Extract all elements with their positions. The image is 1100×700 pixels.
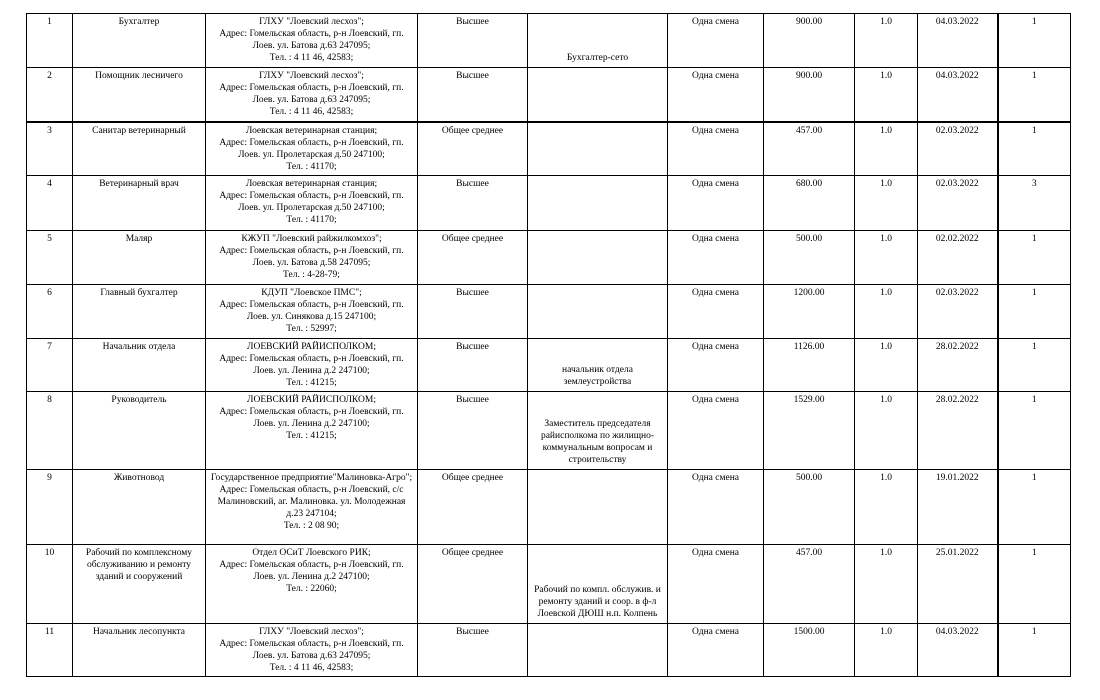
table-row (27, 285, 1071, 339)
vacancy-table (26, 13, 1071, 677)
education-cell: Высшее (418, 68, 528, 122)
rate-cell: 1.0 (855, 231, 918, 285)
position-cell: Животновод (73, 470, 206, 545)
position-cell: Начальник лесопункта (73, 624, 206, 677)
date-cell: 04.03.2022 (918, 14, 998, 68)
shift-cell: Одна смена (668, 122, 764, 176)
count-cell: 1 (998, 68, 1071, 122)
education-cell: Высшее (418, 14, 528, 68)
shift-cell: Одна смена (668, 470, 764, 545)
date-cell: 28.02.2022 (918, 392, 998, 470)
rate-cell: 1.0 (855, 285, 918, 339)
row-number-cell: 8 (27, 392, 73, 470)
employer-cell: Лоевская ветеринарная станция; Адрес: Гомельская область, р-н Лоевский, гп. Лоев. ул. Пролетарская д.50 247100; Тел. : 41170; (206, 122, 418, 176)
date-cell: 04.03.2022 (918, 68, 998, 122)
row-number-cell: 11 (27, 624, 73, 677)
table-row (27, 176, 1071, 231)
count-cell: 1 (998, 624, 1071, 677)
employer-cell: ГЛХУ "Лоевский лесхоз"; Адрес: Гомельская область, р-н Лоевский, гп. Лоев. ул. Батова д.63 247095; Тел. : 4 11 46, 42583; (206, 624, 418, 677)
rate-cell: 1.0 (855, 624, 918, 677)
salary-cell: 900.00 (764, 14, 855, 68)
shift-cell: Одна смена (668, 545, 764, 624)
employer-cell: Государственное предприятие"Малиновка-Агро"; Адрес: Гомельская область, р-н Лоевский, с/с Малиновский, аг. Малиновка. ул. Молодежная д.23 247104; Тел. : 2 08 90; (206, 470, 418, 545)
position-cell: Маляр (73, 231, 206, 285)
education-cell: Общее среднее (418, 470, 528, 545)
rate-cell: 1.0 (855, 470, 918, 545)
count-cell: 1 (998, 122, 1071, 176)
position-cell: Ветеринарный врач (73, 176, 206, 231)
position-cell: Главный бухгалтер (73, 285, 206, 339)
date-cell: 19.01.2022 (918, 470, 998, 545)
table-row (27, 68, 1071, 122)
education-cell: Общее среднее (418, 122, 528, 176)
salary-cell: 1500.00 (764, 624, 855, 677)
rate-cell: 1.0 (855, 14, 918, 68)
education-cell: Высшее (418, 392, 528, 470)
position-cell: Начальник отдела (73, 339, 206, 392)
position-cell: Санитар ветеринарный (73, 122, 206, 176)
rate-cell: 1.0 (855, 545, 918, 624)
position-cell: Рабочий по комплексному обслуживанию и ремонту зданий и сооружений (73, 545, 206, 624)
table-row (27, 339, 1071, 392)
employer-cell: Лоевская ветеринарная станция; Адрес: Гомельская область, р-н Лоевский, гп. Лоев. ул. Пролетарская д.50 247100; Тел. : 41170; (206, 176, 418, 231)
salary-cell: 457.00 (764, 122, 855, 176)
description-cell (528, 470, 668, 545)
description-cell: Рабочий по компл. обслужив. и ремонту зданий и соор. в ф-л Лоевской ДЮШ н.п. Колпень (528, 545, 668, 624)
salary-cell: 900.00 (764, 68, 855, 122)
table-row (27, 545, 1071, 624)
education-cell: Высшее (418, 285, 528, 339)
shift-cell: Одна смена (668, 339, 764, 392)
row-number-cell: 9 (27, 470, 73, 545)
shift-cell: Одна смена (668, 285, 764, 339)
education-cell: Общее среднее (418, 545, 528, 624)
description-cell: начальник отдела землеустройства (528, 339, 668, 392)
table-row (27, 231, 1071, 285)
count-cell: 1 (998, 14, 1071, 68)
row-number-cell: 10 (27, 545, 73, 624)
count-cell: 1 (998, 392, 1071, 470)
salary-cell: 457.00 (764, 545, 855, 624)
table-row (27, 470, 1071, 545)
employer-cell: ЛОЕВСКИЙ РАЙИСПОЛКОМ; Адрес: Гомельская область, р-н Лоевский, гп. Лоев. ул. Ленина д.2 247100; Тел. : 41215; (206, 392, 418, 470)
description-cell (528, 624, 668, 677)
count-cell: 1 (998, 339, 1071, 392)
shift-cell: Одна смена (668, 68, 764, 122)
date-cell: 02.02.2022 (918, 231, 998, 285)
education-cell: Высшее (418, 339, 528, 392)
table-row (27, 392, 1071, 470)
employer-cell: ГЛХУ "Лоевский лесхоз"; Адрес: Гомельская область, р-н Лоевский, гп. Лоев. ул. Батова д.63 247095; Тел. : 4 11 46, 42583; (206, 14, 418, 68)
rate-cell: 1.0 (855, 122, 918, 176)
table-row (27, 14, 1071, 68)
date-cell: 02.03.2022 (918, 285, 998, 339)
rate-cell: 1.0 (855, 392, 918, 470)
education-cell: Высшее (418, 624, 528, 677)
table-row (27, 624, 1071, 677)
row-number-cell: 1 (27, 14, 73, 68)
date-cell: 28.02.2022 (918, 339, 998, 392)
count-cell: 1 (998, 545, 1071, 624)
shift-cell: Одна смена (668, 231, 764, 285)
date-cell: 02.03.2022 (918, 122, 998, 176)
rate-cell: 1.0 (855, 339, 918, 392)
shift-cell: Одна смена (668, 176, 764, 231)
row-number-cell: 6 (27, 285, 73, 339)
row-number-cell: 5 (27, 231, 73, 285)
row-number-cell: 7 (27, 339, 73, 392)
rate-cell: 1.0 (855, 176, 918, 231)
table-row (27, 122, 1071, 176)
count-cell: 3 (998, 176, 1071, 231)
description-cell (528, 176, 668, 231)
salary-cell: 1200.00 (764, 285, 855, 339)
education-cell: Высшее (418, 176, 528, 231)
position-cell: Помощник лесничего (73, 68, 206, 122)
description-cell (528, 231, 668, 285)
employer-cell: КЖУП "Лоевский райжилкомхоз"; Адрес: Гомельская область, р-н Лоевский, гп. Лоев. ул. Батова д.58 247095; Тел. : 4-28-79; (206, 231, 418, 285)
shift-cell: Одна смена (668, 14, 764, 68)
salary-cell: 1529.00 (764, 392, 855, 470)
salary-cell: 500.00 (764, 231, 855, 285)
education-cell: Общее среднее (418, 231, 528, 285)
date-cell: 25.01.2022 (918, 545, 998, 624)
row-number-cell: 3 (27, 122, 73, 176)
rate-cell: 1.0 (855, 68, 918, 122)
position-cell: Бухгалтер (73, 14, 206, 68)
count-cell: 1 (998, 231, 1071, 285)
employer-cell: ГЛХУ "Лоевский лесхоз"; Адрес: Гомельская область, р-н Лоевский, гп. Лоев. ул. Батова д.63 247095; Тел. : 4 11 46, 42583; (206, 68, 418, 122)
shift-cell: Одна смена (668, 624, 764, 677)
date-cell: 04.03.2022 (918, 624, 998, 677)
employer-cell: ЛОЕВСКИЙ РАЙИСПОЛКОМ; Адрес: Гомельская область, р-н Лоевский, гп. Лоев. ул. Ленина д.2 247100; Тел. : 41215; (206, 339, 418, 392)
salary-cell: 1126.00 (764, 339, 855, 392)
description-cell (528, 68, 668, 122)
salary-cell: 680.00 (764, 176, 855, 231)
employer-cell: Отдел ОСиТ Лоевского РИК; Адрес: Гомельская область, р-н Лоевский, гп. Лоев. ул. Ленина д.2 247100; Тел. : 22060; (206, 545, 418, 624)
description-cell (528, 285, 668, 339)
description-cell: Бухгалтер-сето (528, 14, 668, 68)
salary-cell: 500.00 (764, 470, 855, 545)
count-cell: 1 (998, 285, 1071, 339)
count-cell: 1 (998, 470, 1071, 545)
description-cell (528, 122, 668, 176)
position-cell: Руководитель (73, 392, 206, 470)
date-cell: 02.03.2022 (918, 176, 998, 231)
row-number-cell: 4 (27, 176, 73, 231)
row-number-cell: 2 (27, 68, 73, 122)
shift-cell: Одна смена (668, 392, 764, 470)
employer-cell: КДУП "Лоевское ПМС"; Адрес: Гомельская область, р-н Лоевский, гп. Лоев. ул. Синякова д.15 247100; Тел. : 52997; (206, 285, 418, 339)
description-cell: Заместитель председателя райисполкома по жилищно-коммунальным вопросам и строительству (528, 392, 668, 470)
